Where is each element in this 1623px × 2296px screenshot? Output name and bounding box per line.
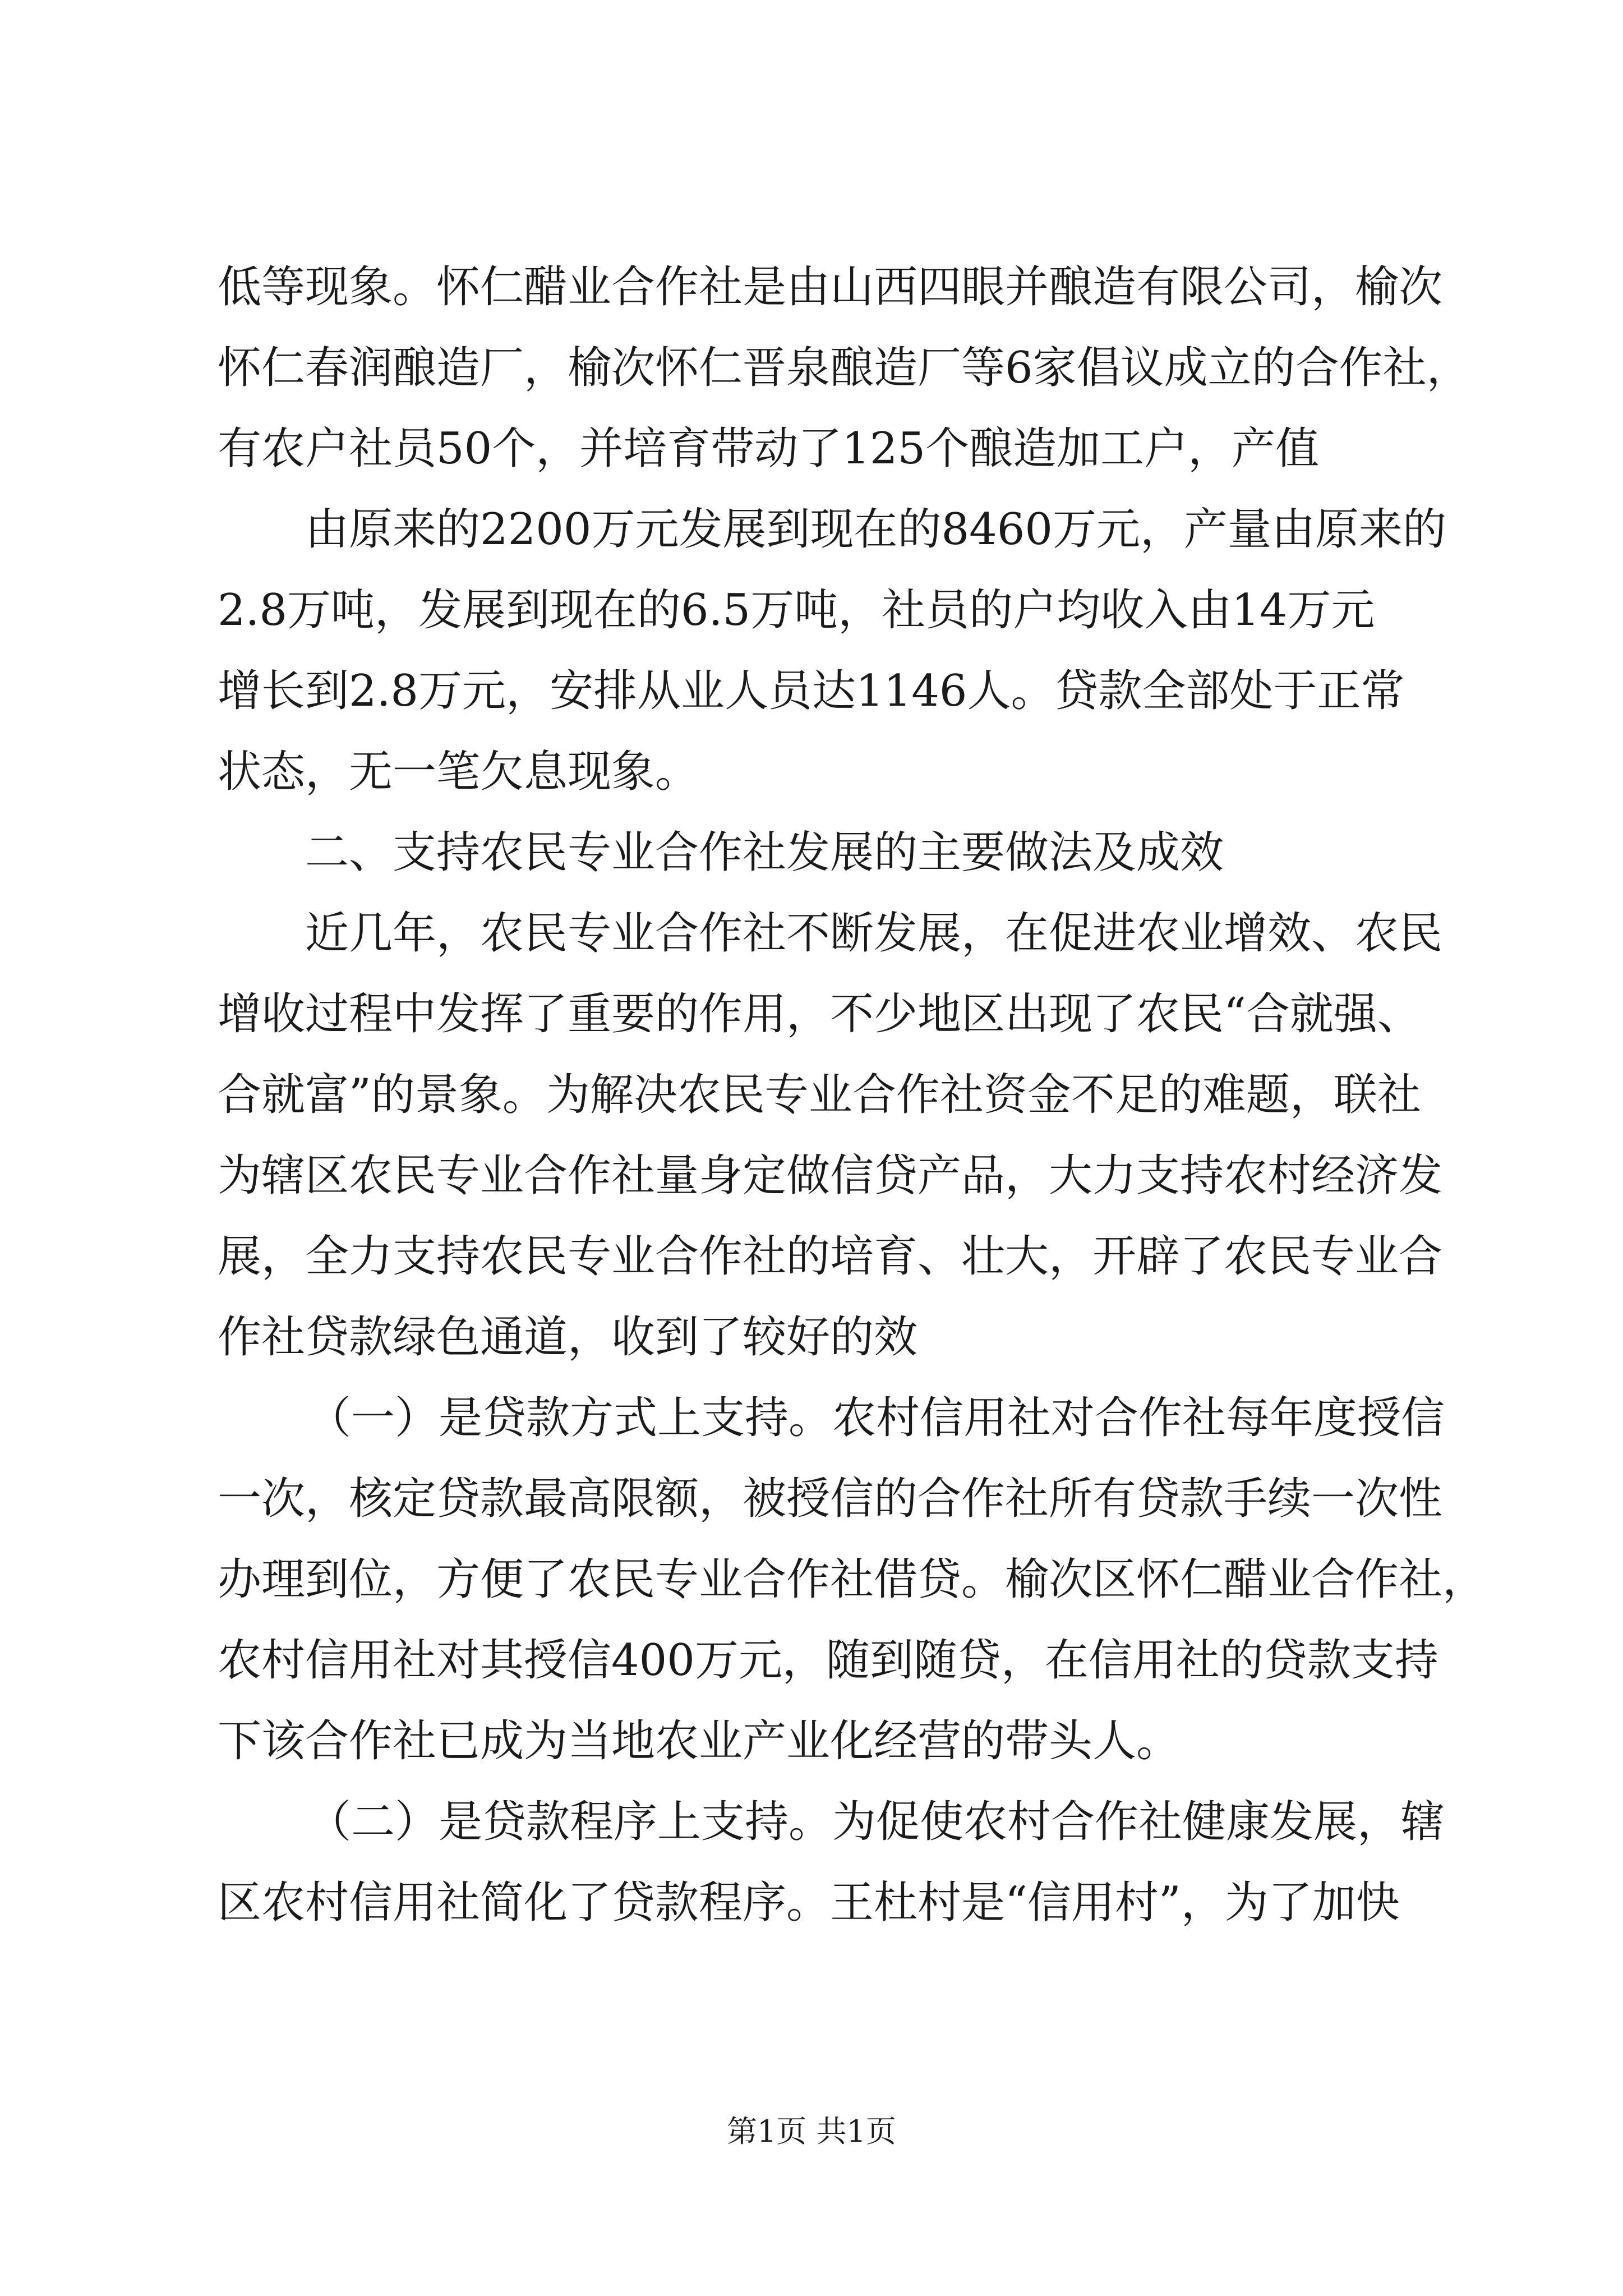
page-footer: 第1页 共1页 — [727, 2114, 896, 2149]
text-line: 有农户社员50个，并培育带动了125个酿造加工户，产值 — [218, 424, 1320, 474]
text-line: 增收过程中发挥了重要的作用，不少地区出现了农民“合就强、 — [218, 989, 1421, 1039]
text-line: 农村信用社对其授信400万元，随到随贷，在信用社的贷款支持 — [218, 1635, 1438, 1686]
subsection-line: （一）是贷款方式上支持。农村信用社对合作社每年度授信 — [307, 1393, 1445, 1443]
subsection-line: （二）是贷款程序上支持。为促使农村合作社健康发展，辖 — [307, 1797, 1445, 1847]
text-line: 办理到位，方便了农民专业合作社借贷。榆次区怀仁醋业合作社， — [218, 1554, 1487, 1605]
section-heading: 二、支持农民专业合作社发展的主要做法及成效 — [305, 827, 1224, 878]
text-line: 下该合作社已成为当地农业产业化经营的带头人。 — [218, 1716, 1181, 1766]
text-line: 增长到2.8万元，安排从业人员达1146人。贷款全部处于正常 — [218, 666, 1405, 716]
text-line: 一次，核定贷款最高限额，被授信的合作社所有贷款手续一次性 — [218, 1474, 1443, 1524]
text-line: 2.8万吨，发展到现在的6.5万吨，社员的户均收入由14万元 — [218, 585, 1375, 636]
text-line: 怀仁春润酿造厂，榆次怀仁晋泉酿造厂等6家倡议成立的合作社， — [218, 343, 1470, 393]
text-line: 低等现象。怀仁醋业合作社是由山西四眼并酿造有限公司，榆次 — [218, 262, 1443, 312]
text-line: 区农村信用社简化了贷款程序。王杜村是“信用村”，为了加快 — [218, 1878, 1400, 1928]
text-line: 由原来的2200万元发展到现在的8460万元，产量由原来的 — [305, 504, 1447, 555]
text-line: 近几年，农民专业合作社不断发展，在促进农业增效、农民 — [305, 908, 1443, 959]
text-line: 状态，无一笔欠息现象。 — [218, 747, 699, 797]
text-line: 合就富”的景象。为解决农民专业合作社资金不足的难题，联社 — [218, 1070, 1421, 1120]
text-line: 展，全力支持农民专业合作社的培育、壮大，开辟了农民专业合 — [218, 1231, 1443, 1282]
text-line: 作社贷款绿色通道，收到了较好的效 — [218, 1312, 918, 1363]
text-line: 为辖区农民专业合作社量身定做信贷产品，大力支持农村经济发 — [218, 1151, 1443, 1201]
